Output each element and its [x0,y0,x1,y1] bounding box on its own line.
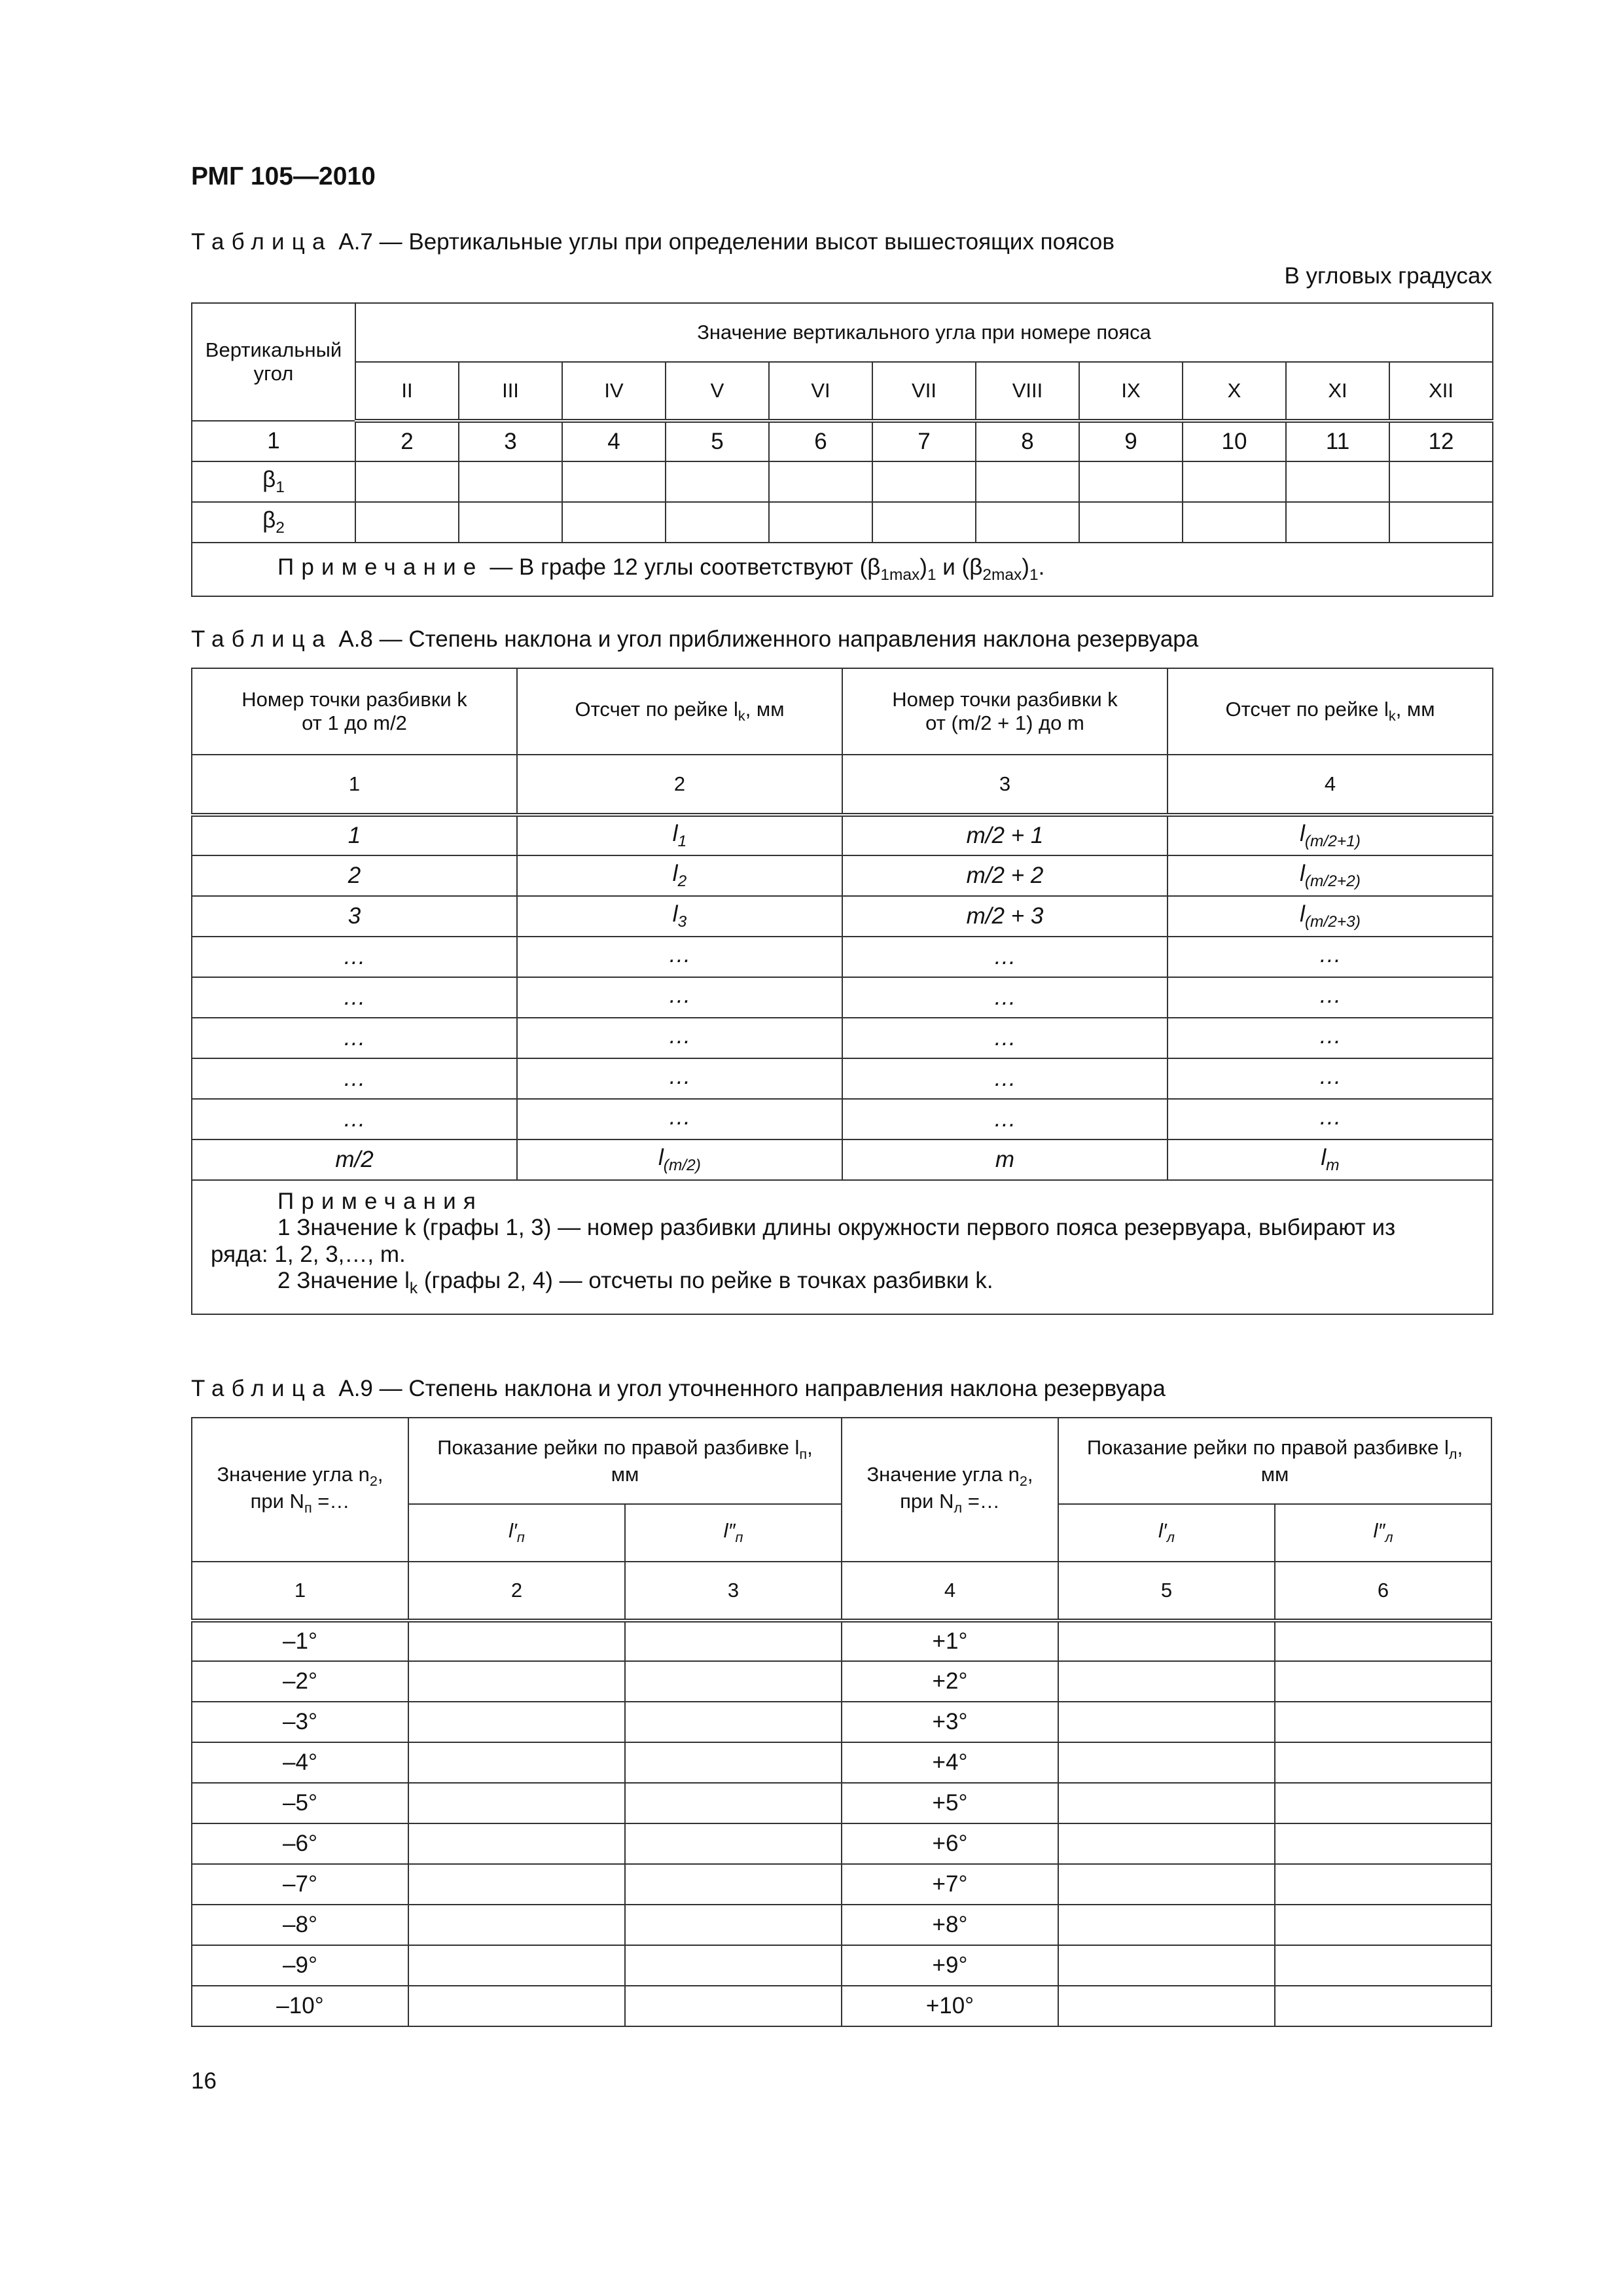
table-a8-cell-l2: … [1168,1018,1493,1058]
angle-right: +3° [842,1702,1058,1742]
table-a7 [191,302,1493,597]
table-a7-group-header: Значение вертикального угла при номере пояса [355,303,1493,362]
table-cell-empty [625,1905,842,1945]
table-cell-empty [408,1702,625,1742]
table-a8-cell-k: m/2 [192,1139,517,1180]
table-a8-cell-l2: $l_m$ [1168,1139,1493,1180]
table-a8-cell-l: … [517,937,842,977]
table-row [192,855,1493,896]
column-number: 11 [1286,421,1389,461]
belt-number: II [355,362,459,421]
angle-left: –6° [192,1823,408,1864]
table-cell-empty [666,461,769,502]
table-a8-cell-l2: … [1168,937,1493,977]
angle-left: –8° [192,1905,408,1945]
table-cell-empty [625,1823,842,1864]
table-a8-caption [191,626,1198,653]
column-number: 7 [872,421,976,461]
table-a8-cell-l: … [517,1099,842,1139]
column-number: 4 [562,421,666,461]
table-a7-row-symbol: $\beta_1$ [192,461,355,502]
table-a9-group2-header: Показание рейки по правой разбивке $l_л$, мм [1058,1418,1491,1504]
table-a9-subheader: $l''_п$ [625,1504,842,1562]
table-a8-cell-l: … [517,977,842,1018]
table-a8-header-2: Отсчет по рейке $l_k$, мм [517,668,842,755]
table-a9-caption [191,1376,1166,1402]
table-a8-header-4: Отсчет по рейке $l_k$, мм [1168,668,1493,755]
angle-right: +7° [842,1864,1058,1905]
table-cell-empty [1389,461,1493,502]
column-number: 3 [459,421,562,461]
table-row [192,461,1493,502]
table-cell-empty [1286,502,1389,543]
table-a8-cell-k2: m/2 + 1 [842,815,1168,855]
table-cell-empty [355,502,459,543]
table-cell-empty [1275,1945,1491,1986]
table-a8-cell-l: $l_{(m/2)}$ [517,1139,842,1180]
table-cell-empty [1058,1905,1275,1945]
table-cell-empty [1058,1823,1275,1864]
angle-right: +2° [842,1661,1058,1702]
column-number: 1 [192,755,517,815]
column-number: 1 [192,1562,408,1621]
table-row [192,1661,1491,1702]
angle-left: –1° [192,1621,408,1661]
table-cell-empty [1275,1783,1491,1823]
column-number: 12 [1389,421,1493,461]
table-cell-empty [562,461,666,502]
table-row [192,1864,1491,1905]
belt-number: IX [1079,362,1183,421]
table-a8-cell-k2: … [842,977,1168,1018]
column-number: 5 [666,421,769,461]
table-cell-empty [459,461,562,502]
table-a7-caption [191,229,1115,255]
table-cell-empty [1058,1702,1275,1742]
table-a7-row-symbol: $\beta_2$ [192,502,355,543]
table-a8-cell-k2: … [842,937,1168,977]
table-a9-caption-text: А.9 — Степень наклона и угол уточненного направления наклона резервуара [332,1376,1166,1401]
table-a8-cell-k: … [192,1018,517,1058]
column-number: 2 [408,1562,625,1621]
belt-number: III [459,362,562,421]
belt-number: X [1183,362,1286,421]
table-cell-empty [1058,1864,1275,1905]
table-a7-note: Примечание — В графе 12 углы соответствуют $(\beta_{1max})_1$ и $(\beta_{2max})_1$. [192,543,1493,596]
page-number: 16 [191,2068,217,2094]
table-a9-caption-prefix: Таблица [191,1376,332,1401]
table-cell-empty [1275,1864,1491,1905]
column-number: 1 [192,421,355,461]
table-row [192,1945,1491,1986]
column-number: 3 [625,1562,842,1621]
table-a8-cell-k2: … [842,1058,1168,1099]
column-number: 5 [1058,1562,1275,1621]
table-a7-units: В угловых градусах [1284,263,1492,289]
table-cell-empty [625,1783,842,1823]
belt-number: IV [562,362,666,421]
table-cell-empty [769,461,872,502]
table-a8-cell-l2: … [1168,1058,1493,1099]
table-cell-empty [1079,461,1183,502]
table-a8-cell-l2: $l_{(m/2+1)}$ [1168,815,1493,855]
table-cell-empty [769,502,872,543]
table-a8-cell-k2: m/2 + 2 [842,855,1168,896]
table-cell-empty [408,1986,625,2026]
belt-number: XI [1286,362,1389,421]
table-a8-header-1: Номер точки разбивки k от 1 до m/2 [192,668,517,755]
table-a8-cell-l2: $l_{(m/2+3)}$ [1168,896,1493,937]
belt-number: XII [1389,362,1493,421]
angle-left: –5° [192,1783,408,1823]
table-row [192,1058,1493,1099]
table-cell-empty [625,1986,842,2026]
angle-left: –9° [192,1945,408,1986]
column-number: 8 [976,421,1079,461]
table-cell-empty [1275,1986,1491,2026]
table-cell-empty [408,1661,625,1702]
angle-right: +8° [842,1905,1058,1945]
table-a9-subheader: $l''_л$ [1275,1504,1491,1562]
table-cell-empty [1275,1661,1491,1702]
table-row [192,1099,1493,1139]
angle-left: –4° [192,1742,408,1783]
table-a8-cell-l: … [517,1018,842,1058]
table-a7-caption-text: А.7 — Вертикальные углы при определении высот вышестоящих поясов [332,229,1115,255]
angle-right: +9° [842,1945,1058,1986]
table-row [192,1823,1491,1864]
table-a8-cell-l: $l_2$ [517,855,842,896]
table-cell-empty [1275,1621,1491,1661]
angle-right: +4° [842,1742,1058,1783]
table-a9-col1-header: Значение угла $n_2$, при $N_п$ =… [192,1418,408,1562]
table-cell-empty [408,1945,625,1986]
table-a8-cell-k2: m [842,1139,1168,1180]
table-row [192,1702,1491,1742]
column-number: 6 [1275,1562,1491,1621]
table-a8-cell-k: … [192,937,517,977]
table-cell-empty [1275,1742,1491,1783]
table-cell-empty [1286,461,1389,502]
angle-right: +5° [842,1783,1058,1823]
table-a9 [191,1417,1492,2027]
table-a8-caption-text: А.8 — Степень наклона и угол приближенного направления наклона резервуара [332,626,1199,652]
table-row [192,1139,1493,1180]
table-cell-empty [625,1621,842,1661]
angle-left: –2° [192,1661,408,1702]
table-a8-cell-k: 2 [192,855,517,896]
table-cell-empty [872,461,976,502]
table-a8-cell-k: 1 [192,815,517,855]
table-cell-empty [355,461,459,502]
table-cell-empty [625,1702,842,1742]
belt-number: VI [769,362,872,421]
table-row [192,502,1493,543]
column-number: 6 [769,421,872,461]
column-number: 2 [355,421,459,461]
table-cell-empty [666,502,769,543]
belt-number: V [666,362,769,421]
table-a8-cell-k2: m/2 + 3 [842,896,1168,937]
table-row [192,1018,1493,1058]
table-cell-empty [1275,1905,1491,1945]
table-a8-cell-l2: $l_{(m/2+2)}$ [1168,855,1493,896]
angle-right: +6° [842,1823,1058,1864]
table-row [192,1742,1491,1783]
table-a8-cell-k: … [192,977,517,1018]
table-a8-cell-k2: … [842,1018,1168,1058]
angle-left: –7° [192,1864,408,1905]
table-cell-empty [872,502,976,543]
table-a8-cell-k: … [192,1058,517,1099]
table-cell-empty [1058,1783,1275,1823]
table-cell-empty [562,502,666,543]
table-row [192,1783,1491,1823]
table-a8-cell-l2: … [1168,977,1493,1018]
table-cell-empty [408,1783,625,1823]
table-a9-subheader: $l'_п$ [408,1504,625,1562]
table-a8-cell-l: $l_3$ [517,896,842,937]
table-cell-empty [1275,1823,1491,1864]
angle-left: –3° [192,1702,408,1742]
table-a8-header-3: Номер точки разбивки k от (m/2 + 1) до m [842,668,1168,755]
column-number: 9 [1079,421,1183,461]
table-cell-empty [976,502,1079,543]
document-code: РМГ 105—2010 [191,162,376,190]
table-a7-caption-prefix: Таблица [191,229,332,255]
table-row [192,1621,1491,1661]
table-a8-cell-k: 3 [192,896,517,937]
column-number: 3 [842,755,1168,815]
table-a7-col1-header: Вертикальный угол [192,303,355,421]
table-cell-empty [1058,1986,1275,2026]
table-cell-empty [1183,502,1286,543]
table-row [192,1905,1491,1945]
table-cell-empty [625,1864,842,1905]
table-cell-empty [1058,1742,1275,1783]
table-a8-number-row [192,755,1493,815]
table-a8-cell-l: … [517,1058,842,1099]
table-a8 [191,668,1493,1315]
angle-right: +1° [842,1621,1058,1661]
table-row [192,1986,1491,2026]
column-number: 10 [1183,421,1286,461]
belt-number: VII [872,362,976,421]
table-a8-caption-prefix: Таблица [191,626,332,652]
angle-right: +10° [842,1986,1058,2026]
table-cell-empty [625,1742,842,1783]
table-a8-cell-l: $l_1$ [517,815,842,855]
table-cell-empty [408,1905,625,1945]
table-a9-group1-header: Показание рейки по правой разбивке $l_п$, мм [408,1418,842,1504]
table-a8-notes: Примечания 1 Значение k (графы 1, 3) — номер разбивки длины окружности первого пояса резервуара, выбирают из ряда: 1, 2, 3,…, m. 2 Значение $l_k$ (графы 2, 4) — отсчеты по рейке в точках разбивки k. [192,1180,1493,1314]
table-cell-empty [625,1945,842,1986]
table-cell-empty [1275,1702,1491,1742]
angle-left: –10° [192,1986,408,2026]
table-cell-empty [1183,461,1286,502]
table-row [192,896,1493,937]
table-cell-empty [625,1661,842,1702]
table-cell-empty [408,1621,625,1661]
table-a8-cell-k: … [192,1099,517,1139]
table-a9-col4-header: Значение угла $n_2$, при $N_л$ =… [842,1418,1058,1562]
table-cell-empty [1058,1621,1275,1661]
table-a9-number-row [192,1562,1491,1621]
table-row [192,977,1493,1018]
column-number: 4 [842,1562,1058,1621]
table-a8-cell-l2: … [1168,1099,1493,1139]
table-cell-empty [1079,502,1183,543]
table-cell-empty [408,1742,625,1783]
table-a7-number-row [192,421,1493,461]
table-cell-empty [459,502,562,543]
belt-number: VIII [976,362,1079,421]
table-cell-empty [1389,502,1493,543]
table-row [192,937,1493,977]
table-cell-empty [408,1823,625,1864]
table-a9-subheader: $l'_л$ [1058,1504,1275,1562]
table-row [192,815,1493,855]
table-cell-empty [976,461,1079,502]
table-a7-belt-row [192,362,1493,421]
table-cell-empty [1058,1945,1275,1986]
column-number: 2 [517,755,842,815]
table-a8-cell-k2: … [842,1099,1168,1139]
table-cell-empty [1058,1661,1275,1702]
table-cell-empty [408,1864,625,1905]
column-number: 4 [1168,755,1493,815]
